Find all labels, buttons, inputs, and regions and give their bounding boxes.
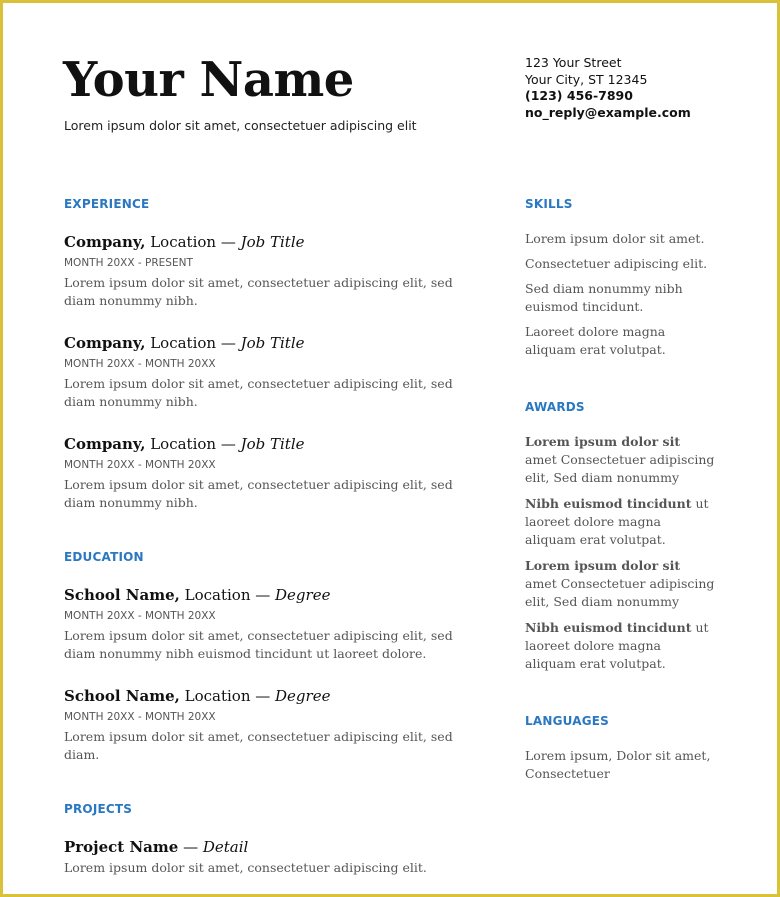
entry-org: Company, xyxy=(64,233,146,251)
entry-title xyxy=(64,232,464,252)
skill-item: Sed diam nonummy nibh euismod tincidunt. xyxy=(525,281,683,314)
entry-role: Job Title xyxy=(240,334,305,352)
entry-title xyxy=(64,585,464,605)
contact-email: no_reply@example.com xyxy=(525,104,691,120)
entry-dates: MONTH 20XX - PRESENT xyxy=(64,257,193,269)
projects-heading: PROJECTS xyxy=(64,802,133,816)
award-item xyxy=(525,433,715,487)
entry-location: Location — xyxy=(145,334,241,352)
award-text: amet Consectetuer adipiscing elit, Sed diam nonummy xyxy=(525,452,715,485)
contact-phone: (123) 456-7890 xyxy=(525,88,633,103)
contact-city: Your City, ST 12345 xyxy=(525,71,648,87)
award-text: ut laoreet dolore magna aliquam erat volutpat. xyxy=(525,620,709,671)
awards-list xyxy=(525,433,715,673)
awards-heading: AWARDS xyxy=(525,400,585,414)
entry-dates: MONTH 20XX - MONTH 20XX xyxy=(64,459,216,471)
entry-title xyxy=(64,686,464,706)
skill-item: Lorem ipsum dolor sit amet. xyxy=(525,231,705,246)
entry-role: Job Title xyxy=(240,435,305,453)
award-title: Nibh euismod tincidunt xyxy=(525,620,692,635)
languages-heading: LANGUAGES xyxy=(525,714,609,728)
award-title: Nibh euismod tincidunt xyxy=(525,496,692,511)
entry-location: Location — xyxy=(145,435,241,453)
entry-description: Lorem ipsum dolor sit amet, consectetuer adipiscing elit, sed diam nonummy nibh. xyxy=(64,376,453,409)
project-name: Project Name xyxy=(64,838,179,856)
side-column xyxy=(525,196,715,783)
skill-item: Laoreet dolore magna aliquam erat volutpat. xyxy=(525,324,666,357)
resume-tagline: Lorem ipsum dolor sit amet, consectetuer adipiscing elit xyxy=(64,118,417,133)
entry-dates: MONTH 20XX - MONTH 20XX xyxy=(64,711,216,723)
award-title: Lorem ipsum dolor sit xyxy=(525,434,681,449)
entry-org: Company, xyxy=(64,435,146,453)
entry-location: Location — xyxy=(145,233,241,251)
education-heading: EDUCATION xyxy=(64,550,144,564)
main-column xyxy=(64,196,464,877)
entry-org: School Name, xyxy=(64,687,180,705)
entry-description: Lorem ipsum dolor sit amet, consectetuer adipiscing elit, sed diam nonummy nibh euismod tincidunt ut laoreet dolore. xyxy=(64,628,453,661)
contact-street: 123 Your Street xyxy=(525,55,622,70)
entry-dates: MONTH 20XX - MONTH 20XX xyxy=(64,610,216,622)
project-entry xyxy=(64,837,464,877)
languages-text: Lorem ipsum, Dolor sit amet, Consectetuer xyxy=(525,748,711,781)
experience-entry xyxy=(64,333,464,410)
award-text: amet Consectetuer adipiscing elit, Sed diam nonummy xyxy=(525,576,715,609)
entry-description: Lorem ipsum dolor sit amet, consectetuer adipiscing elit. xyxy=(64,860,427,875)
award-item xyxy=(525,557,715,611)
entry-role: Degree xyxy=(275,687,331,705)
entry-org: School Name, xyxy=(64,586,180,604)
entry-dates: MONTH 20XX - MONTH 20XX xyxy=(64,358,216,370)
project-detail: Detail xyxy=(202,838,249,856)
entry-description: Lorem ipsum dolor sit amet, consectetuer adipiscing elit, sed diam. xyxy=(64,729,453,762)
skills-heading: SKILLS xyxy=(525,197,573,211)
education-entry xyxy=(64,686,464,763)
entry-org: Company, xyxy=(64,334,146,352)
education-entry xyxy=(64,585,464,662)
entry-location: Location — xyxy=(179,687,276,705)
entry-role: Degree xyxy=(275,586,331,604)
skills-list xyxy=(525,230,715,359)
award-title: Lorem ipsum dolor sit xyxy=(525,558,681,573)
skill-item: Consectetuer adipiscing elit. xyxy=(525,256,708,271)
award-item xyxy=(525,619,715,673)
resume-name: Your Name xyxy=(63,52,354,108)
award-item xyxy=(525,495,715,549)
entry-description: Lorem ipsum dolor sit amet, consectetuer adipiscing elit, sed diam nonummy nibh. xyxy=(64,275,453,308)
experience-entry xyxy=(64,232,464,309)
entry-role: Job Title xyxy=(240,233,305,251)
entry-description: Lorem ipsum dolor sit amet, consectetuer adipiscing elit, sed diam nonummy nibh. xyxy=(64,477,453,510)
award-text: ut laoreet dolore magna aliquam erat volutpat. xyxy=(525,496,709,547)
experience-entry xyxy=(64,434,464,511)
contact-block xyxy=(525,55,691,121)
entry-title xyxy=(64,333,464,353)
experience-heading: EXPERIENCE xyxy=(64,197,150,211)
entry-title xyxy=(64,837,464,857)
entry-location: Location — xyxy=(179,586,276,604)
entry-title xyxy=(64,434,464,454)
project-separator: — xyxy=(178,838,203,856)
